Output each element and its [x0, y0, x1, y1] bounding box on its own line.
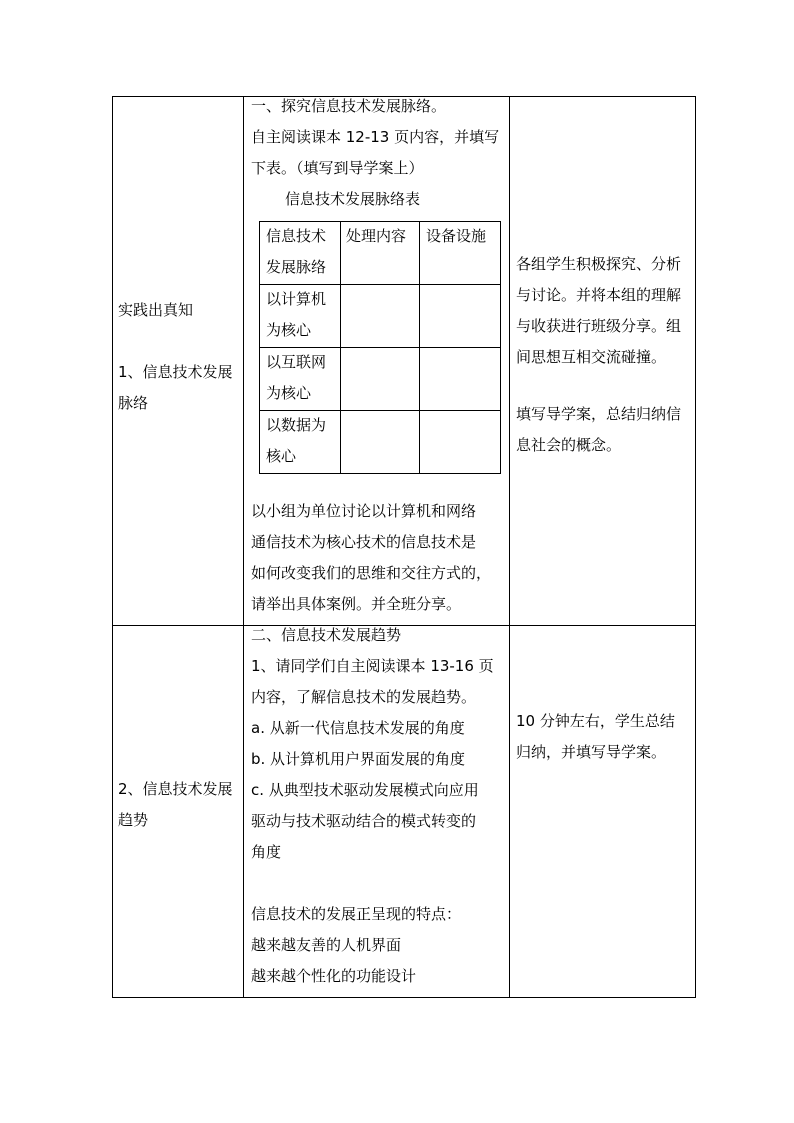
row1-col3: 各组学生积极探究、分析 与讨论。并将本组的理解 与收获进行班级分享。组 间思想互相交流碰撞。 填写导学案，总结归纳信 息社会的概念。 [516, 255, 682, 454]
table-row-label: 以互联网 为核心 [266, 353, 327, 402]
row2-col1 [118, 774, 233, 836]
intro-line2: 下表。（填写到导学案上） [251, 159, 424, 177]
section-title: 实践出真知 [118, 301, 194, 319]
table-header-cell [266, 221, 326, 283]
row2-col2: 二、信息技术发展趋势 1、请同学们自主阅读课本 13-16 页 内容，了解信息技术的发展趋势。 a. 从新一代信息技术发展的角度 b. 从计算机用户界面发展的角度 c. 从典型技术驱动发展模式向应用 驱动与技术驱动结合的模式转变的 角度 信息技术的发展正呈现的特点： 越来越友善的人机界面 越来越个性化的功能设计 [251, 620, 494, 992]
intro-line1: 自主阅读课本 12-13 页内容，并填写 [251, 128, 500, 146]
item-label-line2: 趋势 [118, 811, 149, 829]
table-header-cell: 设备设施 [426, 227, 487, 245]
header-line2: 发展脉络 [266, 258, 327, 276]
table-caption: 信息技术发展脉络表 [285, 190, 421, 208]
column-divider-2 [509, 96, 510, 998]
item-label-line2: 脉络 [118, 394, 149, 412]
row1-col1 [118, 295, 233, 419]
discussion-prompt: 以小组为单位讨论以计算机和网络 通信技术为核心技术的信息技术是 如何改变我们的思维和交往方式的， 请举出具体案例。并全班分享。 [251, 502, 492, 613]
table-bottom-border [112, 997, 696, 998]
row2-col3: 10 分钟左右，学生总结 归纳，并填写导学案。 [516, 712, 675, 761]
activity-heading: 一、探究信息技术发展脉络。 [251, 97, 447, 115]
table-right-border [695, 96, 696, 998]
table-header-cell: 处理内容 [346, 227, 407, 245]
table-row-label: 以计算机 为核心 [266, 290, 327, 339]
table-row-label: 以数据为 核心 [266, 416, 327, 465]
item-label-line1: 1、信息技术发展 [118, 363, 233, 381]
table-left-border [112, 96, 113, 998]
activity-heading: 二、信息技术发展趋势 [251, 626, 402, 644]
row1-col2-top [251, 91, 499, 215]
column-divider-1 [243, 96, 244, 998]
item-label-line1: 2、信息技术发展 [118, 780, 233, 798]
header-line1: 信息技术 [266, 227, 327, 245]
development-table [259, 221, 501, 474]
